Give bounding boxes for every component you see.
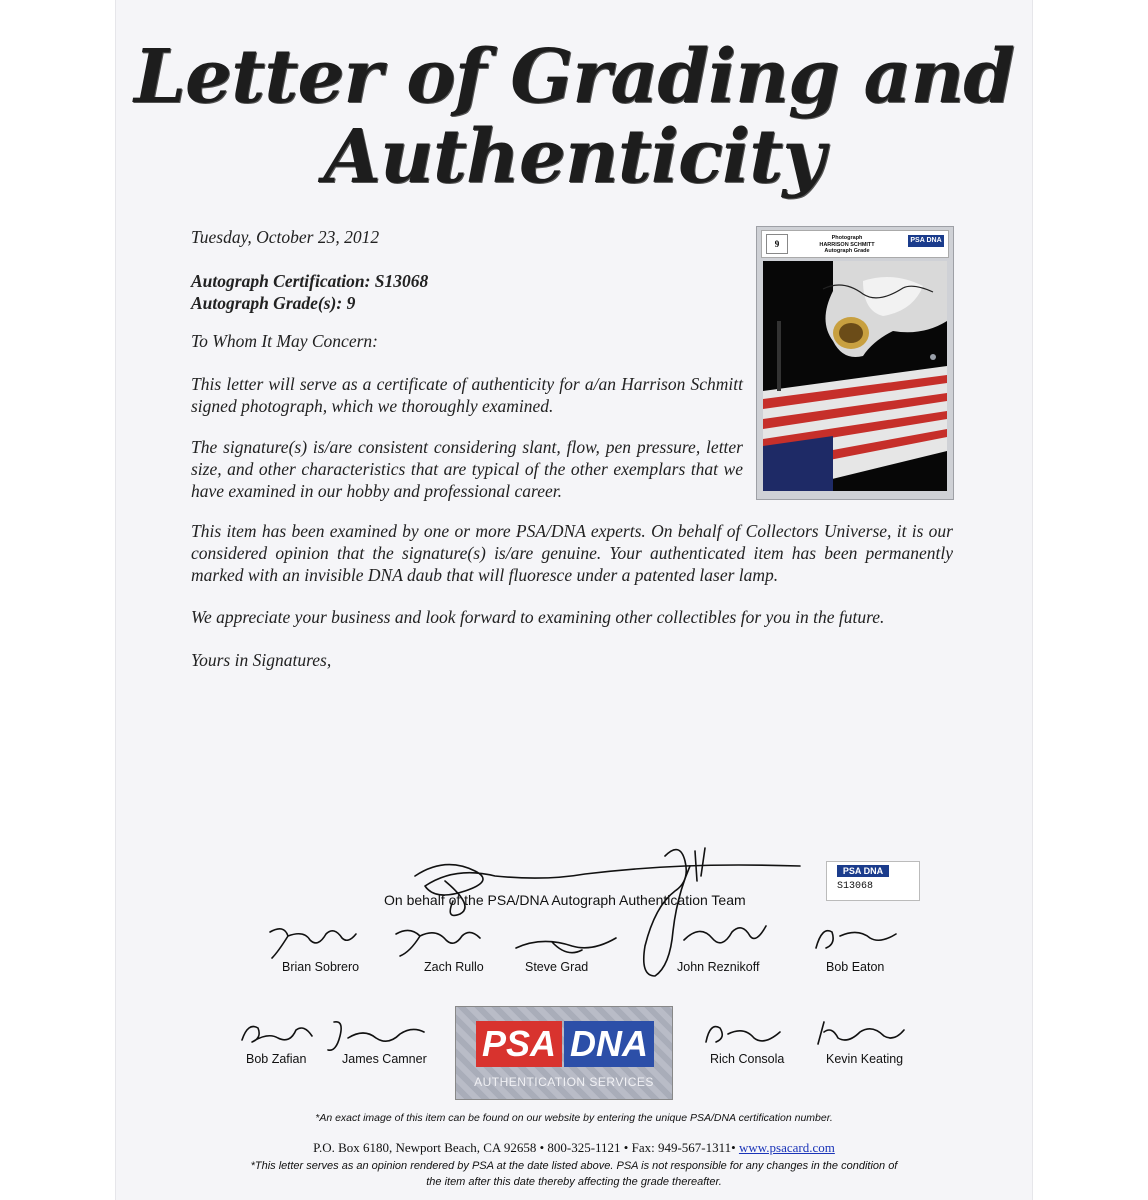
salutation: To Whom It May Concern: — [191, 331, 378, 351]
certification-number: Autograph Certification: S13068 — [191, 271, 429, 291]
autograph-grade: Autograph Grade(s): 9 — [191, 293, 356, 313]
website-link[interactable]: www.psacard.com — [738, 1140, 835, 1155]
seal-services-text: AUTHENTICATION SERVICES — [474, 1075, 654, 1089]
signer-steve-grad: Steve Grad — [525, 960, 589, 974]
paragraph-appreciation: We appreciate your business and look forward to examining other collectibles for you in the future. — [191, 607, 885, 627]
signature-rich-consola — [696, 1016, 786, 1052]
closing: Yours in Signatures, — [191, 650, 332, 670]
paragraph-signature-consistency: The signature(s) is/are consistent considering slant, flow, pen pressure, letter size, and other characteristics that are typical of the other exemplars that we have examined in our hobby and professional career. — [191, 437, 743, 501]
letter-date: Tuesday, October 23, 2012 — [191, 227, 380, 247]
slabbed-photograph — [756, 226, 954, 500]
seal-dna-logo: DNA — [564, 1021, 654, 1067]
signature-john-reznikoff — [676, 918, 772, 960]
signature-bob-eaton — [806, 918, 902, 958]
slab-grade: 9 — [766, 234, 788, 254]
signature-brian-sobrero — [264, 922, 360, 962]
signature-james-camner — [320, 1016, 430, 1056]
signer-james-camner: James Camner — [342, 1052, 427, 1066]
slab-line-photograph: Photograph — [831, 235, 863, 241]
paragraph-certificate: This letter will serve as a certificate of authenticity for a/an Harrison Schmitt signed photograph, which we thoroughly examined. — [191, 374, 743, 416]
signer-rich-consola: Rich Consola — [710, 1052, 785, 1066]
sticker-logo: PSA DNA — [837, 865, 889, 877]
disclaimer-line2: the item after this date thereby affecting the grade thereafter. — [426, 1176, 722, 1188]
photo-image — [763, 261, 947, 491]
astronaut-flag-photo — [763, 261, 947, 491]
certification-sticker — [826, 861, 920, 901]
seal-psa-logo: PSA — [476, 1021, 562, 1067]
disclaimer-line1: *This letter serves as an opinion rendered by PSA at the date listed above. PSA is not responsible for any changes in the condition of — [250, 1160, 898, 1172]
slab-label — [761, 230, 949, 258]
slab-line-name: HARRISON SCHMITT — [819, 241, 875, 248]
psa-dna-logo: PSA DNA — [908, 235, 944, 247]
letter-title-line1: Letter of Grading and — [133, 34, 1015, 120]
letter-title-line2: Authenticity — [323, 114, 825, 200]
signature-bob-zafian — [234, 1016, 318, 1052]
team-line: On behalf of the PSA/DNA Autograph Authentication Team — [384, 892, 746, 908]
footer-address — [116, 1140, 1032, 1156]
signature-kevin-keating — [808, 1016, 908, 1052]
signature-steve-grad — [512, 928, 622, 962]
paragraph-examination: This item has been examined by one or more PSA/DNA experts. On behalf of Collectors Universe, it is our considered opinion that the signature(s) is/are genuine. Your authenticated item has been permanently marked with an invisible DNA daub that will fluoresce under a patented laser lamp. — [191, 521, 953, 585]
signer-john-reznikoff: John Reznikoff — [677, 960, 760, 974]
slab-description — [792, 235, 902, 255]
signature-zach-rullo — [390, 922, 486, 962]
signer-bob-zafian: Bob Zafian — [246, 1052, 307, 1066]
signer-zach-rullo: Zach Rullo — [424, 960, 484, 974]
exact-image-note: *An exact image of this item can be found on our website by entering the unique PSA/DNA certification number. — [315, 1112, 833, 1124]
signer-kevin-keating: Kevin Keating — [826, 1052, 904, 1066]
signer-bob-eaton: Bob Eaton — [826, 960, 885, 974]
psa-dna-authentication-seal — [455, 1006, 673, 1100]
slab-line-grade: Autograph Grade — [824, 248, 870, 254]
address-text: P.O. Box 6180, Newport Beach, CA 92658 • 800-325-1121 • Fax: 949-567-1311• — [313, 1140, 736, 1155]
sticker-code: S13068 — [837, 881, 874, 892]
signer-brian-sobrero: Brian Sobrero — [282, 960, 360, 974]
